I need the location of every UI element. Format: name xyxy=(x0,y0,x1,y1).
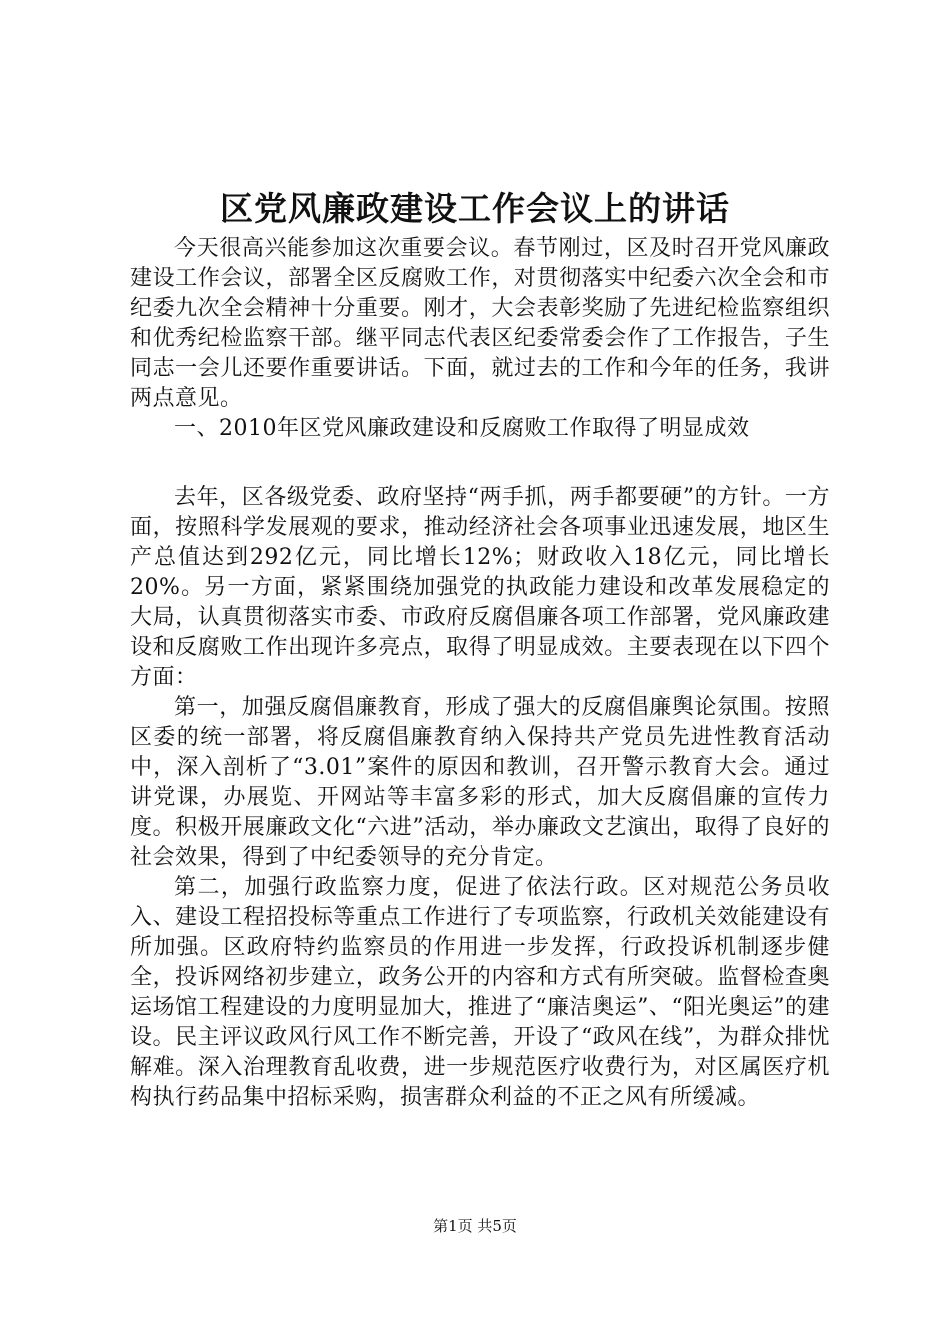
body-section-achievements xyxy=(130,483,830,1113)
paragraph-last-year: 去年，区各级党委、政府坚持“两手抓，两手都要硬”的方针。一方面，按照科学发展观的要求，推动经济社会各项事业迅速发展，地区生产总值达到292亿元，同比增长12%；财政收入18亿元，同比增长20%。另一方面，紧紧围绕加强党的执政能力建设和改革发展稳定的大局，认真贯彻落实市委、市政府反腐倡廉各项工作部署，党风廉政建设和反腐败工作出现许多亮点，取得了明显成效。主要表现在以下四个方面： xyxy=(130,485,830,690)
paragraph-first-point: 第一，加强反腐倡廉教育，形成了强大的反腐倡廉舆论氛围。按照区委的统一部署，将反腐倡廉教育纳入保持共产党员先进性教育活动中，深入剖析了“3.01”案件的原因和教训，召开警示教育大会。通过讲党课，办展览、开网站等丰富多彩的形式，加大反腐倡廉的宣传力度。积极开展廉政文化“六进”活动，举办廉政文艺演出，取得了良好的社会效果，得到了中纪委领导的充分肯定。 xyxy=(130,695,830,870)
paragraph-second-point: 第二，加强行政监察力度，促进了依法行政。区对规范公务员收入、建设工程招投标等重点工作进行了专项监察，行政机关效能建设有所加强。区政府特约监察员的作用进一步发挥，行政投诉机制逐步健全，投诉网络初步建立，政务公开的内容和方式有所突破。监督检查奥运场馆工程建设的力度明显加大，推进了“廉洁奥运”、“阳光奥运”的建设。民主评议政风行风工作不断完善，开设了“政风在线”，为群众排忧解难。深入治理教育乱收费，进一步规范医疗收费行为，对区属医疗机构执行药品集中招标采购，损害群众利益的不正之风有所缓减。 xyxy=(130,875,830,1110)
body-section-intro xyxy=(130,234,830,444)
page-number-footer: 第1页 共5页 xyxy=(433,1217,517,1235)
paragraph-opening: 今天很高兴能参加这次重要会议。春节刚过，区及时召开党风廉政建设工作会议，部署全区反腐败工作，对贯彻落实中纪委六次全会和市纪委九次全会精神十分重要。刚才，大会表彰奖励了先进纪检监察组织和优秀纪检监察干部。继平同志代表区纪委常委会作了工作报告，子生同志一会儿还要作重要讲话。下面，就过去的工作和今年的任务，我讲两点意见。 xyxy=(130,236,830,411)
page-title: 区党风廉政建设工作会议上的讲话 xyxy=(220,189,730,228)
section-heading-1: 一、2010年区党风廉政建设和反腐败工作取得了明显成效 xyxy=(174,416,750,441)
